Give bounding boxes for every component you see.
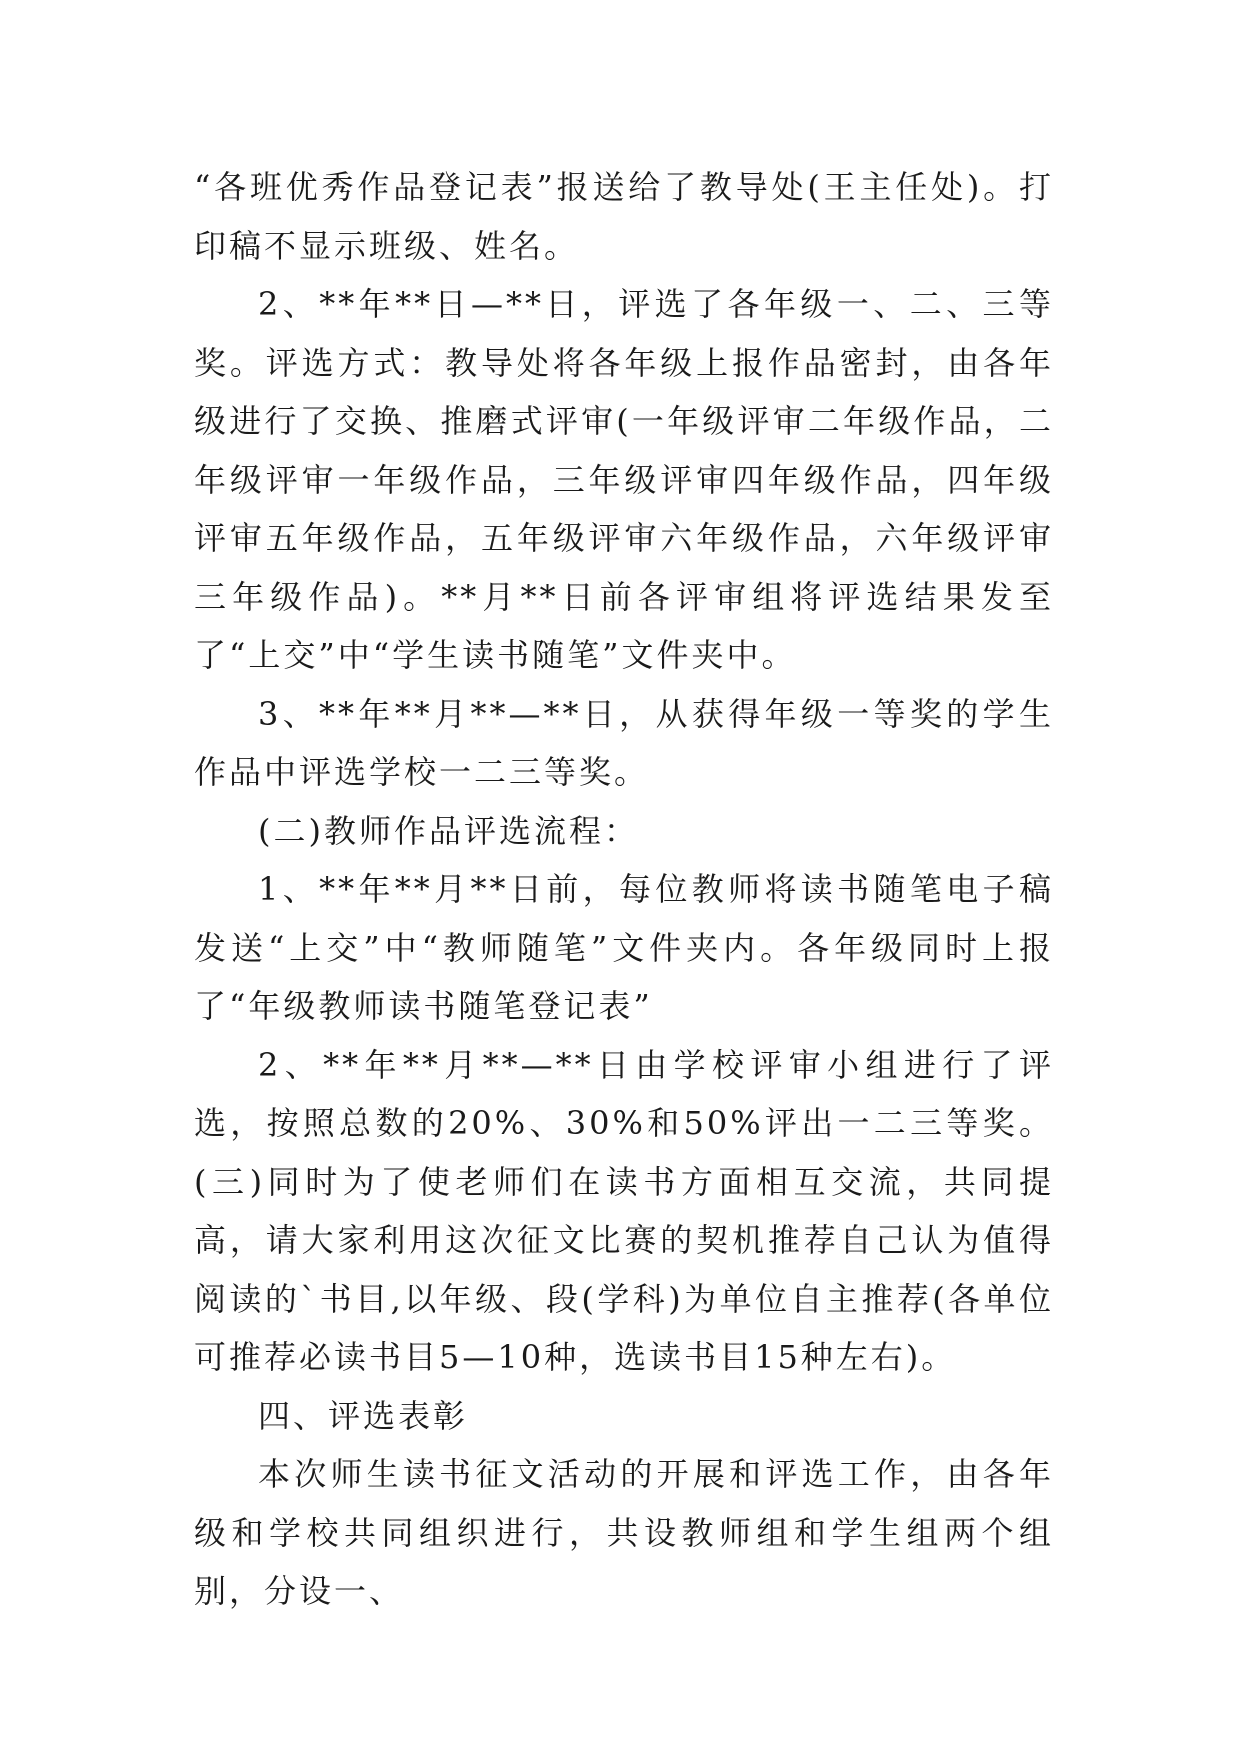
paragraph-3: 3、**年**月**—**日，从获得年级一等奖的学生作品中评选学校一二三等奖。 — [194, 694, 1054, 791]
section-heading-awards: 四、评选表彰 — [258, 1396, 469, 1435]
paragraph-4: 1、**年**月**日前，每位教师将读书随笔电子稿发送“上交”中“教师随笔”文件夹内。各年级同时上报了“年级教师读书随笔登记表” — [194, 870, 1054, 1025]
paragraph-6: 本次师生读书征文活动的开展和评选工作，由各年级和学校共同组织进行，共设教师组和学生组两个组别，分设一、 — [194, 1455, 1054, 1610]
paragraph-5: 2、**年**月**—**日由学校评审小组进行了评选，按照总数的20%、30%和50%评出一二三等奖。(三)同时为了使老师们在读书方面相互交流，共同提高，请大家利用这次征文比赛的契机推荐自己认为值得阅读的`书目,以年级、段(学科)为单位自主推荐(各单位可推荐必读书目5—10种，选读书目15种左右)。 — [194, 1045, 1054, 1376]
paragraph-2: 2、**年**日—**日，评选了各年级一、二、三等奖。评选方式：教导处将各年级上报作品密封，由各年级进行了交换、推磨式评审(一年级评审二年级作品，二年级评审一年级作品，三年级评审四年级作品，四年级评审五年级作品，五年级评审六年级作品，六年级评审三年级作品)。**月**日前各评审组将评选结果发至了“上交”中“学生读书随笔”文件夹中。 — [194, 285, 1054, 674]
paragraph-1: “各班优秀作品登记表”报送给了教导处(王主任处)。打印稿不显示班级、姓名。 — [194, 168, 1054, 265]
document-body — [194, 158, 1054, 1621]
section-heading-teacher-process: (二)教师作品评选流程： — [258, 811, 639, 850]
